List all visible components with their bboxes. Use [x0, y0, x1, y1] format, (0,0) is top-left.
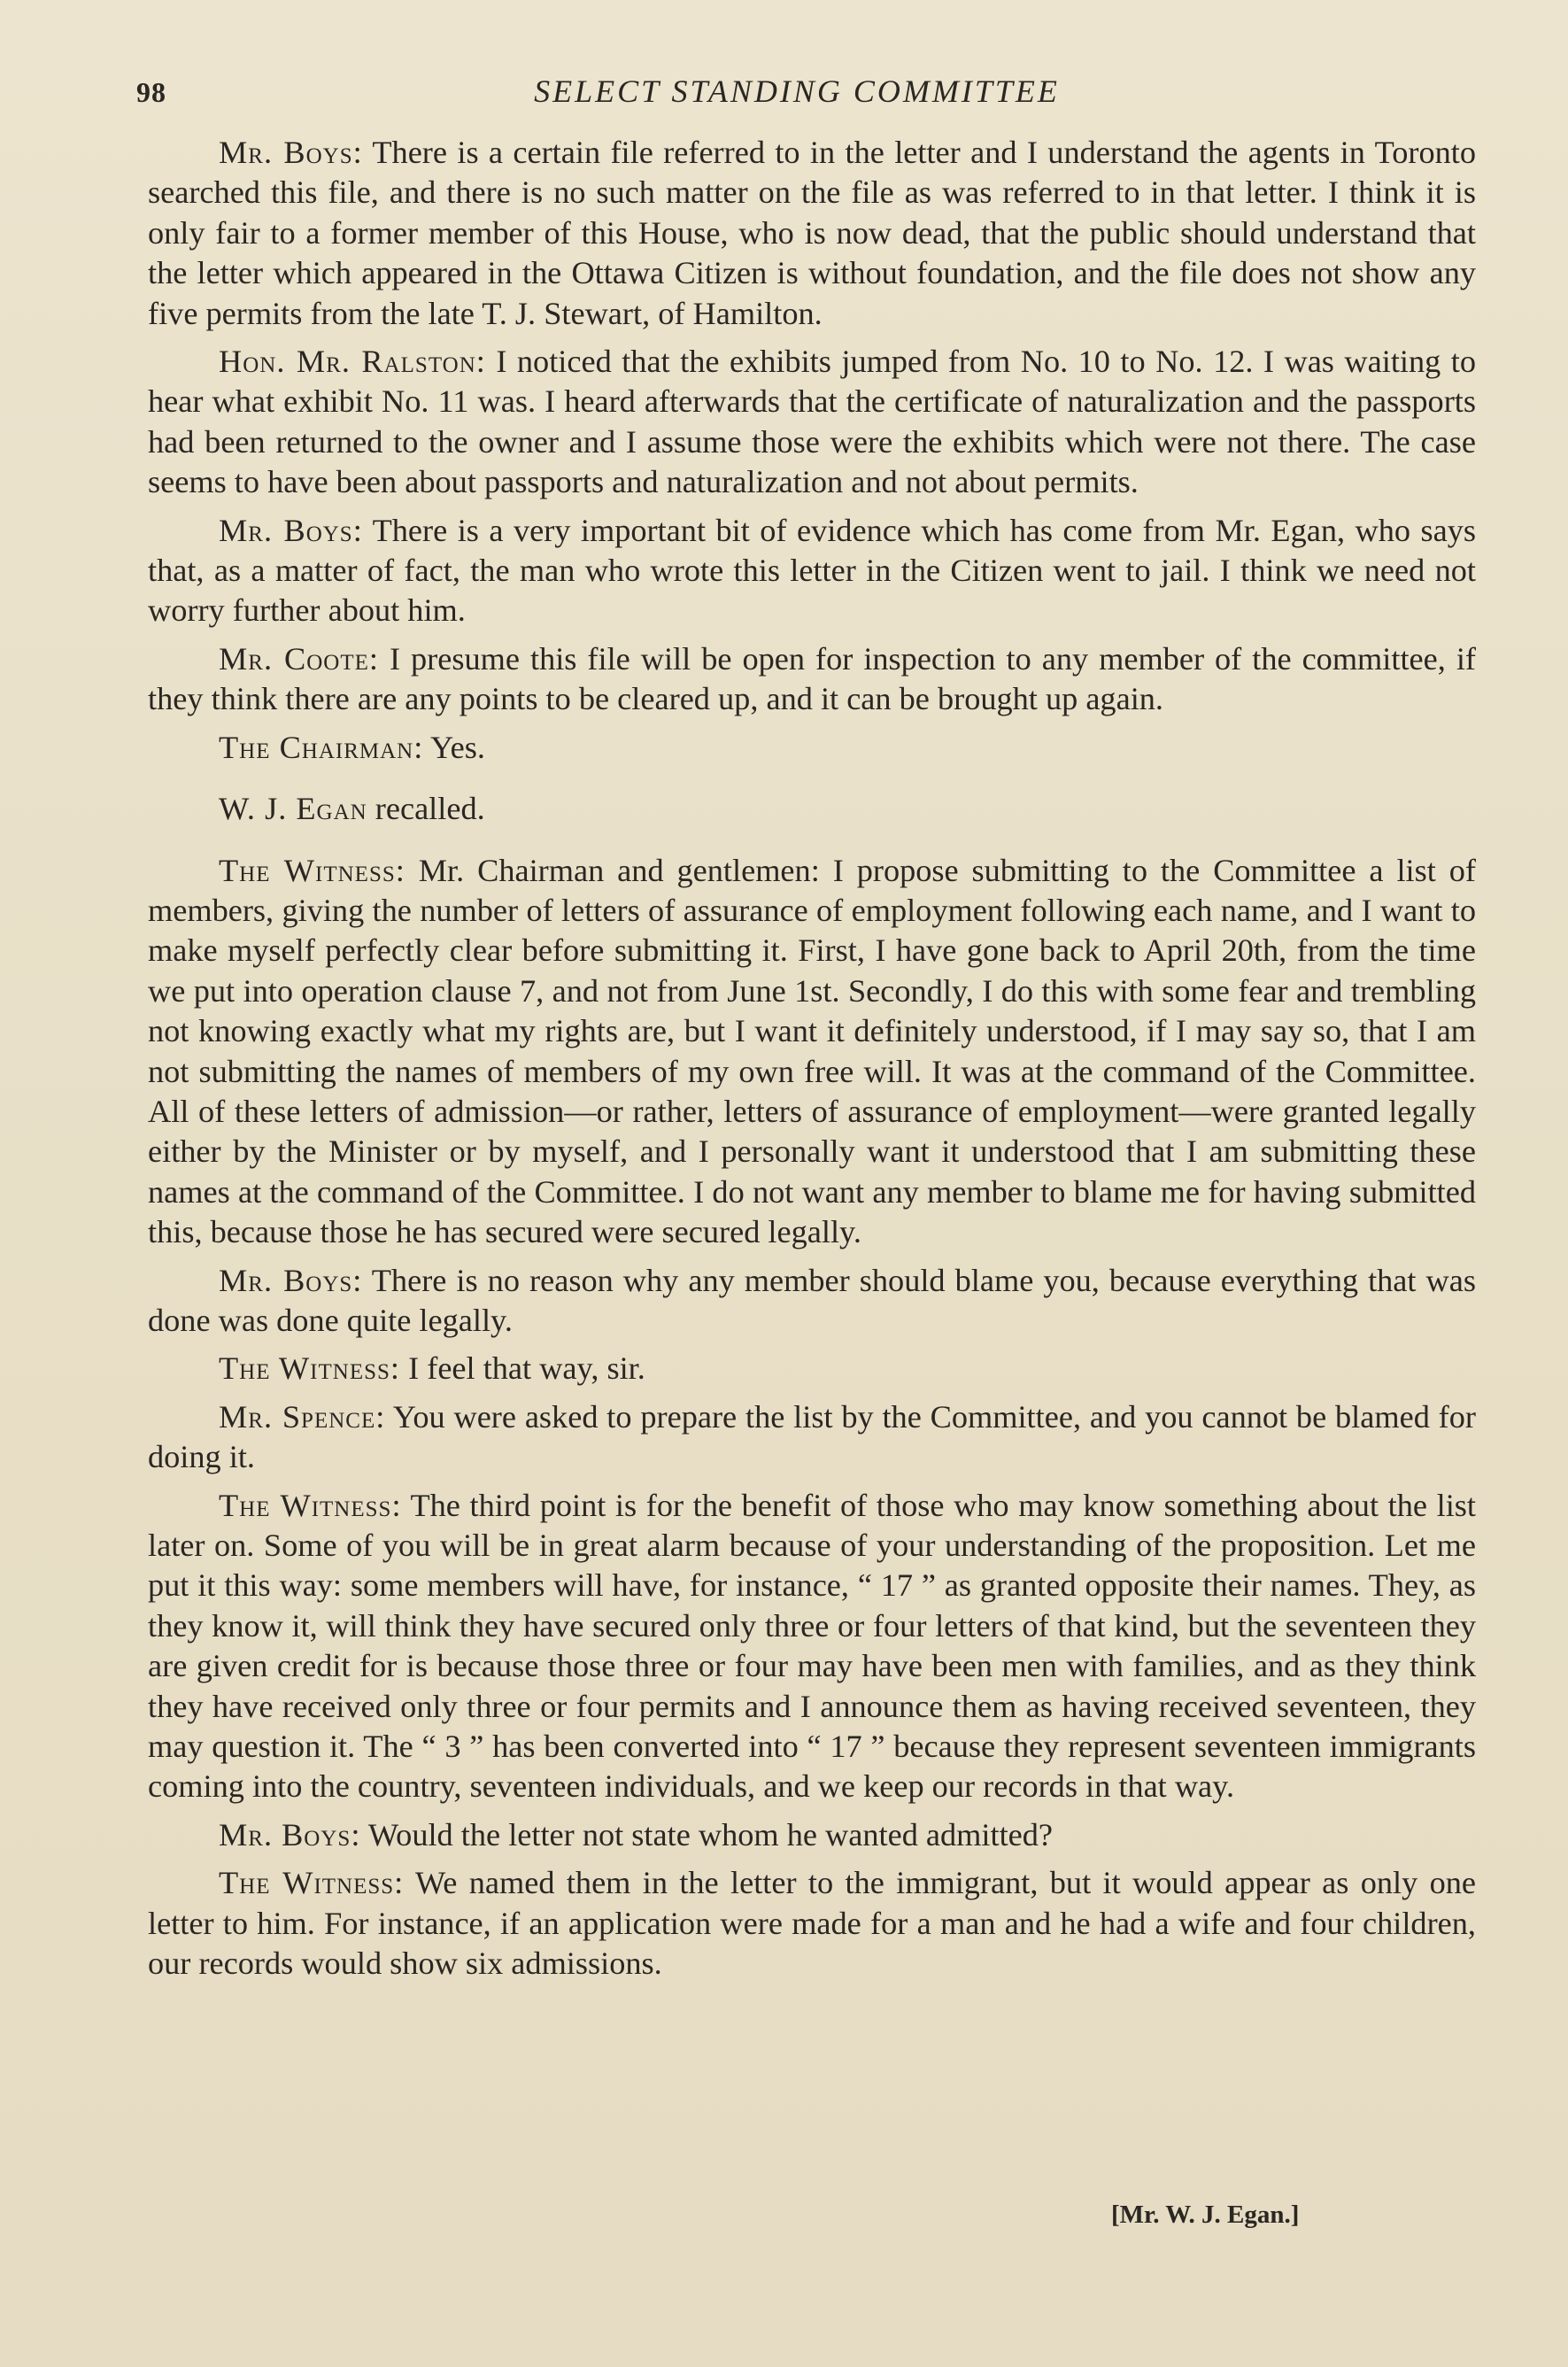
- speaker-name: The Witness:: [219, 1487, 402, 1523]
- paragraph: [148, 851, 1476, 1253]
- paragraph-text: I presume this file will be open for inspection to any member of the committee, if they think there are any points to be cleared up, and it can be brought up again.: [148, 640, 1476, 717]
- speaker-name: The Chairman:: [219, 729, 424, 765]
- page-number: 98: [136, 76, 166, 108]
- paragraph: [148, 1486, 1476, 1807]
- speaker-name: Mr. Boys:: [219, 1816, 361, 1853]
- paragraph: [148, 133, 1476, 334]
- paragraph: [148, 1349, 1476, 1388]
- paragraph-text: There is a very important bit of evidence which has come from Mr. Egan, who says that, as a matter of fact, the man who wrote this letter in the Citizen went to jail. I think we need not worry further about him.: [148, 512, 1476, 629]
- paragraph: [148, 1815, 1476, 1855]
- speaker-name: Hon. Mr. Ralston:: [219, 344, 486, 380]
- running-head: SELECT STANDING COMMITTEE: [534, 73, 1060, 109]
- speaker-name: The Witness:: [219, 852, 406, 888]
- paragraph: [148, 1863, 1476, 1984]
- speaker-name: The Witness:: [219, 1865, 405, 1901]
- speaker-name: Mr. Boys:: [219, 135, 363, 170]
- paragraph-text: I feel that way, sir.: [400, 1350, 645, 1387]
- paragraph-text: There is a certain file referred to in the letter and I understand the agents in Toronto searched this file, and there is no such matter on the file as was referred to in that letter. I think it is only fair to a former member of this House, who is now dead, that the public should understand that the letter which appeared in the Ottawa Citizen is without foundation, and the file does not show any five permits from the late T. J. Stewart, of Hamilton.: [148, 135, 1476, 331]
- paragraph-text: Mr. Chairman and gentlemen: I propose submitting to the Committee a list of members, giving the number of letters of assurance of employment following each name, and I want to make myself perfectly clear before submitting it. First, I have gone back to April 20th, from the time we put into operation clause 7, and not from June 1st. Secondly, I do this with some fear and trembling not knowing exactly what my rights are, but I want it definitely understood, if I may say so, that I am not submitting the names of members of my own free will. It was at the command of the Committee. All of these letters of admission—or rather, letters of assurance of employment—were granted legally either by the Minister or by myself, and I personally want it understood that I am submitting these names at the command of the Committee. I do not want any member to blame me for having submitted this, because those he has secured were secured legally.: [148, 852, 1476, 1250]
- paragraph-text: Yes.: [423, 729, 485, 765]
- paragraph: [148, 1397, 1476, 1478]
- page-header: [133, 69, 1461, 122]
- speaker-name: Mr. Coote:: [219, 640, 379, 677]
- transcript-body: [148, 133, 1476, 1992]
- paragraph-text: The third point is for the benefit of those who may know something about the list later on. Some of you will be in great alarm because of your understanding of the proposition. Let me put it this way: some members will have, for instance, “ 17 ” as granted opposite their names. They, as they know it, will think they have secured only three or four letters of that kind, but the seventeen they are given credit for is because those three or four may have been men with families, and as they think they have received only three or four permits and I announce them as having received seventeen, they may question it. The “ 3 ” has been converted into “ 17 ” because they represent seventeen immigrants coming into the country, seventeen individuals, and we keep our records in that way.: [148, 1487, 1476, 1805]
- paragraph-text: You were asked to prepare the list by the Committee, and you cannot be blamed for doing it.: [148, 1398, 1476, 1475]
- speaker-name: The Witness:: [219, 1350, 400, 1387]
- speaker-name: Mr. Boys:: [219, 1262, 363, 1298]
- paragraph: [148, 1261, 1476, 1342]
- footer-attribution: [Mr. W. J. Egan.]: [1111, 2201, 1300, 2229]
- witness-recalled-line: [148, 789, 1476, 829]
- paragraph: [148, 639, 1476, 720]
- paragraph-text: There is no reason why any member should blame you, because everything that was done was done quite legally.: [148, 1262, 1476, 1338]
- paragraph-text: Would the letter not state whom he wanted admitted?: [360, 1816, 1054, 1853]
- speaker-name: Mr. Boys:: [219, 512, 363, 548]
- paragraph-text: We named them in the letter to the immigrant, but it would appear as only one letter to him. For instance, if an application were made for a man and he had a wife and four children, our records would show six admissions.: [148, 1865, 1476, 1982]
- paragraph-text: I noticed that the exhibits jumped from No. 10 to No. 12. I was waiting to hear what exhibit No. 11 was. I heard afterwards that the certificate of naturalization and the passports had been returned to the owner and I assume those were the exhibits which were not there. The case seems to have been about passports and naturalization and not about permits.: [148, 344, 1476, 500]
- speaker-name: Mr. Spence:: [219, 1398, 386, 1435]
- paragraph: [148, 342, 1476, 503]
- paragraph-text: recalled.: [367, 791, 485, 827]
- paragraph: [148, 511, 1476, 631]
- paragraph: [148, 728, 1476, 768]
- speaker-name: W. J. Egan: [219, 791, 367, 827]
